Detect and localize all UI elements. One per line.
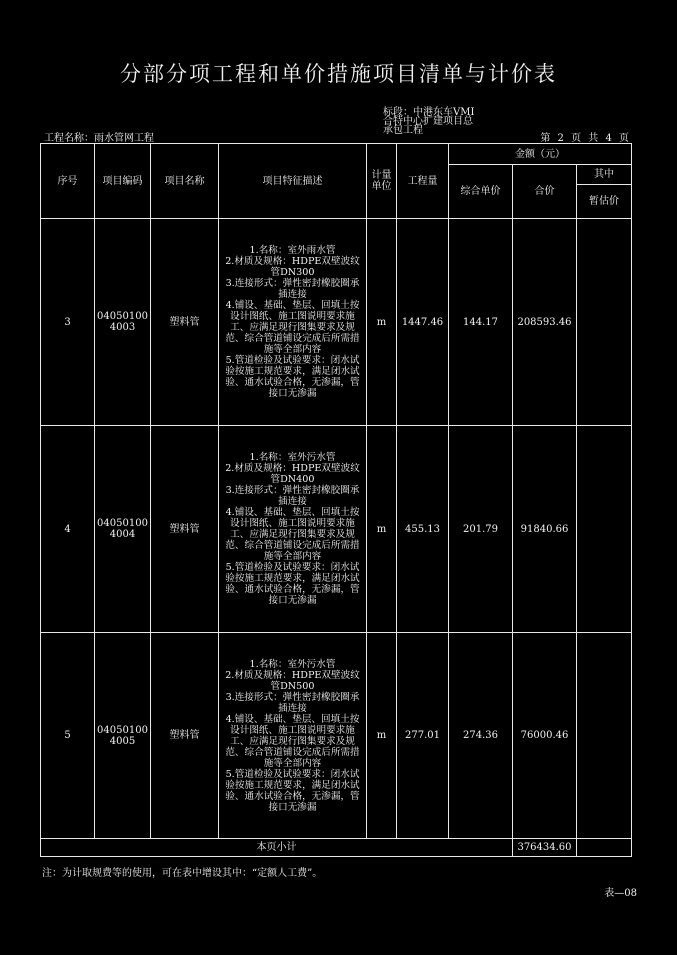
project-line: 合特中心扩建项目总 bbox=[383, 116, 473, 127]
cell-unit: m bbox=[367, 219, 397, 426]
table-row bbox=[41, 633, 632, 839]
desc-line: 3.连接形式：弹性密封橡胶圈承插连接 bbox=[225, 278, 360, 300]
cell-code: 040501004003 bbox=[95, 219, 151, 426]
cell-provisional bbox=[577, 426, 632, 633]
subtotal-provisional bbox=[577, 839, 632, 857]
cell-qty: 277.01 bbox=[397, 633, 449, 839]
header-desc: 项目特征描述 bbox=[219, 144, 367, 219]
desc-line: 1.名称：室外雨水管 bbox=[249, 245, 336, 256]
cell-qty: 455.13 bbox=[397, 426, 449, 633]
subtotal-row bbox=[41, 839, 632, 857]
cell-name: 塑料管 bbox=[151, 426, 219, 633]
project-name-line bbox=[44, 129, 154, 144]
pricing-table bbox=[40, 143, 632, 857]
table-row bbox=[41, 426, 632, 633]
table-row bbox=[41, 219, 632, 426]
cell-unit: m bbox=[367, 426, 397, 633]
footnote: 注：为计取规费等的使用，可在表中增设其中：“定额人工费”。 bbox=[42, 868, 323, 879]
header-of-which: 其中 bbox=[577, 165, 632, 185]
desc-line: 3.连接形式：弹性密封橡胶圈承插连接 bbox=[225, 691, 360, 714]
cell-provisional bbox=[577, 219, 632, 426]
project-line: 标段：中港东车VMI bbox=[383, 107, 475, 118]
header-total: 合价 bbox=[513, 165, 577, 219]
project-name: 雨水管网工程 bbox=[94, 133, 154, 144]
cell-unit: m bbox=[367, 633, 397, 839]
cell-unit-price: 144.17 bbox=[449, 219, 513, 426]
header-unit: 计量单位 bbox=[367, 144, 397, 219]
cell-name: 塑料管 bbox=[151, 633, 219, 839]
header-qty: 工程量 bbox=[397, 144, 449, 219]
cell-unit-price: 274.36 bbox=[449, 633, 513, 839]
desc-line: 4.铺设、基础、垫层、回填土按设计图纸、施工图说明要求施工、应满足现行图集要求及规范、综合管道铺设完成后所需措施等全部内容 bbox=[225, 713, 360, 769]
project-line: 承包工程 bbox=[383, 125, 423, 136]
desc-line: 4.铺设、基础、垫层、回填土按设计图纸、施工图说明要求施工、应满足现行图集要求及规范、综合管道铺设完成后所需措施等全部内容 bbox=[225, 507, 360, 562]
cell-code: 040501004005 bbox=[95, 633, 151, 839]
cell-desc bbox=[219, 426, 367, 633]
desc-line: 1.名称：室外污水管 bbox=[249, 658, 336, 670]
desc-line: 5.管道检验及试验要求：闭水试验按施工规范要求，满足闭水试验、通水试验合格，无渗漏，管接口无渗漏 bbox=[225, 355, 360, 399]
desc-line: 5.管道检验及试验要求：闭水试验按施工规范要求，满足闭水试验、通水试验合格，无渗漏，管接口无渗漏 bbox=[225, 768, 360, 813]
desc-line: 4.铺设、基础、垫层、回填土按设计图纸、施工图说明要求施工、应满足现行图集要求及规范、综合管道铺设完成后所需措施等全部内容 bbox=[225, 300, 360, 355]
header-seq: 序号 bbox=[41, 144, 95, 219]
desc-line: 2.材质及规格：HDPE双壁波纹管DN500 bbox=[225, 669, 360, 692]
cell-seq: 4 bbox=[41, 426, 95, 633]
header-code: 项目编码 bbox=[95, 144, 151, 219]
header-unit-price: 综合单价 bbox=[449, 165, 513, 219]
cell-unit-price: 201.79 bbox=[449, 426, 513, 633]
header-amount-group: 金额（元） bbox=[449, 144, 632, 165]
page-title: 分部分项工程和单价措施项目清单与计价表 bbox=[120, 62, 557, 86]
cell-code: 040501004004 bbox=[95, 426, 151, 633]
form-code: 表—08 bbox=[604, 888, 637, 899]
cell-total: 208593.46 bbox=[513, 219, 577, 426]
desc-line: 1.名称：室外污水管 bbox=[249, 452, 336, 463]
cell-desc bbox=[219, 219, 367, 426]
cell-seq: 5 bbox=[41, 633, 95, 839]
subtotal-value: 376434.60 bbox=[513, 839, 577, 857]
subtotal-label: 本页小计 bbox=[41, 839, 513, 857]
project-block bbox=[383, 108, 474, 135]
project-name-label: 工程名称： bbox=[44, 133, 94, 144]
cell-qty: 1447.46 bbox=[397, 219, 449, 426]
cell-name: 塑料管 bbox=[151, 219, 219, 426]
cell-desc bbox=[219, 633, 367, 839]
cell-seq: 3 bbox=[41, 219, 95, 426]
cell-total: 91840.66 bbox=[513, 426, 577, 633]
header-name: 项目名称 bbox=[151, 144, 219, 219]
desc-line: 2.材质及规格：HDPE双壁波纹管DN400 bbox=[225, 463, 360, 485]
header-provisional: 暂估价 bbox=[577, 185, 632, 219]
page-info: 第 2 页 共 4 页 bbox=[540, 133, 629, 144]
cell-total: 76000.46 bbox=[513, 633, 577, 839]
desc-line: 3.连接形式：弹性密封橡胶圈承插连接 bbox=[225, 485, 360, 507]
desc-line: 5.管道检验及试验要求：闭水试验按施工规范要求，满足闭水试验、通水试验合格，无渗漏，管接口无渗漏 bbox=[225, 562, 360, 606]
cell-provisional bbox=[577, 633, 632, 839]
desc-line: 2.材质及规格：HDPE双壁波纹管DN300 bbox=[225, 256, 360, 278]
